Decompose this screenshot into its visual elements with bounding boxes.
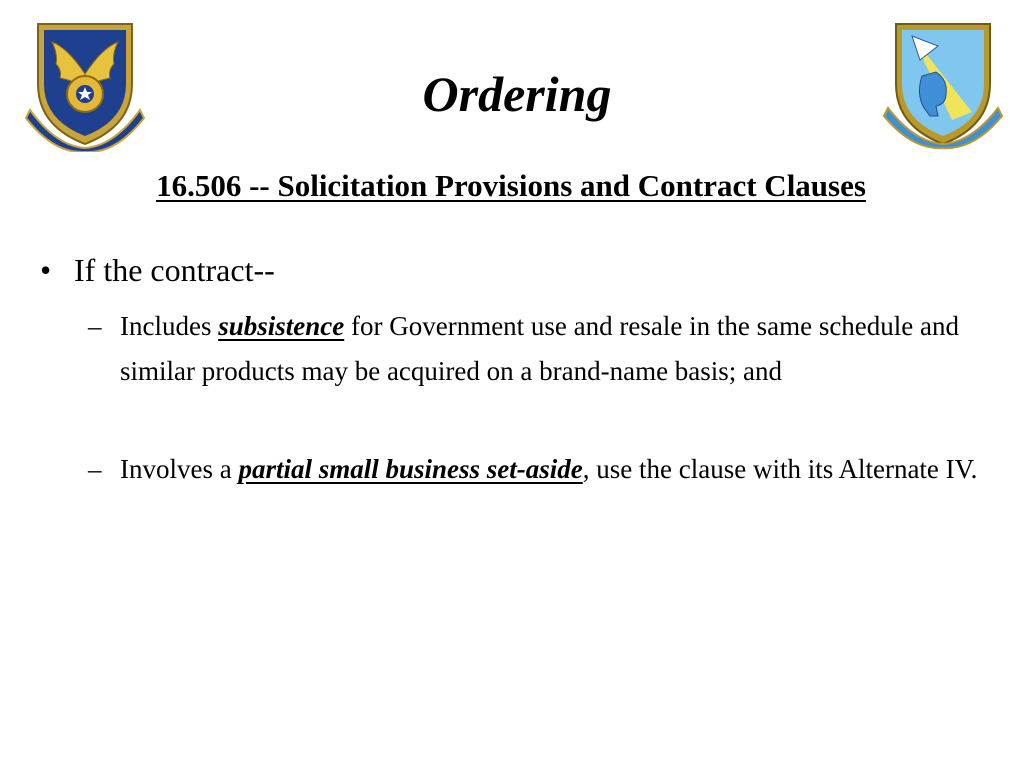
bullet-text: If the contract-- bbox=[74, 252, 275, 288]
sub-item bbox=[88, 447, 988, 492]
sub-item bbox=[88, 304, 988, 394]
sub-item-emphasis: partial small business set-aside bbox=[238, 454, 583, 484]
sub-item-dash: – bbox=[88, 311, 102, 341]
sub-item-dash: – bbox=[88, 454, 102, 484]
section-heading: 16.506 -- Solicitation Provisions and Contract Clauses bbox=[156, 168, 866, 203]
slide-title: Ordering bbox=[422, 66, 612, 122]
bullet-item bbox=[40, 247, 980, 293]
sub-item-text-before: Involves a bbox=[120, 454, 239, 484]
bullet-marker: • bbox=[40, 252, 52, 288]
sub-item-text-after: , use the clause with its Alternate IV. bbox=[582, 454, 978, 484]
sub-item-body bbox=[88, 447, 988, 492]
sub-item-body bbox=[88, 304, 988, 394]
sub-item-emphasis: subsistence bbox=[218, 311, 345, 341]
sub-item-text-after: for Government use and resale in the same schedule and similar products may be acquired on a brand-name basis; and bbox=[120, 311, 960, 386]
sub-item-text-before: Includes bbox=[120, 311, 219, 341]
